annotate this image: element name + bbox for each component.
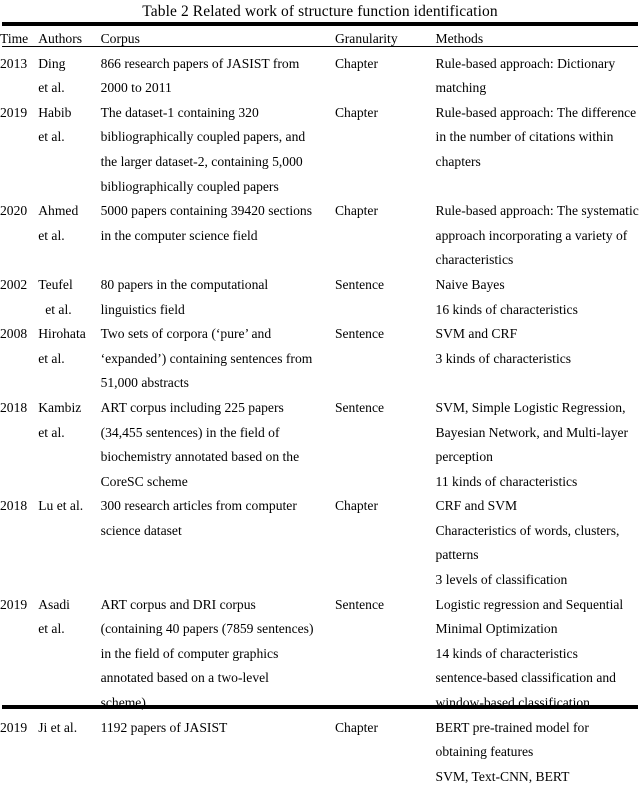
related-work-table <box>0 27 640 789</box>
cell-corpus-line: (containing 40 papers (7859 sentences) <box>100 621 314 637</box>
cell-methods-line: characteristics <box>435 252 514 268</box>
cell-time <box>0 52 38 101</box>
cell-methods-line: SVM and CRF <box>435 326 518 342</box>
cell-authors-line: Teufel <box>38 276 73 292</box>
cell-time-line: 2019 <box>0 719 28 735</box>
table-row <box>0 593 640 716</box>
cell-corpus-line: 80 papers in the computational <box>100 276 269 292</box>
cell-corpus <box>101 716 335 789</box>
cell-corpus-line: the larger dataset-2, containing 5,000 <box>100 153 303 169</box>
cell-corpus <box>101 593 335 716</box>
cell-time <box>0 199 38 273</box>
cell-corpus-line: biochemistry annotated based on the <box>100 449 300 465</box>
cell-corpus <box>101 273 335 322</box>
cell-granularity <box>335 494 436 592</box>
cell-granularity <box>335 52 436 101</box>
cell-granularity-line: Chapter <box>334 55 378 71</box>
cell-authors-line: Asadi <box>38 596 70 612</box>
cell-methods-line: 3 levels of classification <box>435 572 568 588</box>
cell-methods-line: window-based classification <box>435 695 590 711</box>
cell-authors-line: Ahmed <box>38 203 79 219</box>
cell-methods <box>436 273 640 322</box>
cell-methods-line: Minimal Optimization <box>435 621 558 637</box>
cell-time-line: 2019 <box>0 596 28 612</box>
cell-methods-line: BERT pre-trained model for <box>435 719 589 735</box>
cell-time-line: 2013 <box>0 55 28 71</box>
cell-granularity <box>335 396 436 494</box>
table-row <box>0 101 640 199</box>
cell-time <box>0 494 38 592</box>
cell-granularity-line: Chapter <box>334 203 378 219</box>
cell-authors <box>38 494 100 592</box>
cell-corpus-line: The dataset-1 containing 320 <box>100 104 259 120</box>
column-header-methods: Methods <box>435 31 484 46</box>
cell-corpus-line: annotated based on a two-level <box>100 670 269 686</box>
cell-corpus-line: Two sets of corpora (‘pure’ and <box>100 326 272 342</box>
cell-corpus-line: bibliographically coupled papers, and <box>100 129 306 145</box>
cell-authors-line: Ding <box>38 55 66 71</box>
cell-corpus-line: in the field of computer graphics <box>100 645 279 661</box>
cell-methods <box>436 593 640 716</box>
cell-authors-line: et al. <box>38 621 65 637</box>
cell-corpus-line: 1192 papers of JASIST <box>100 719 228 735</box>
cell-granularity-line: Chapter <box>334 719 378 735</box>
cell-time-line: 2018 <box>0 399 28 415</box>
cell-methods-line: Naive Bayes <box>435 276 505 292</box>
cell-corpus-line: ART corpus including 225 papers <box>100 399 284 415</box>
cell-methods-line: 14 kinds of characteristics <box>435 645 578 661</box>
cell-time-line: 2020 <box>0 203 28 219</box>
column-header-time: Time <box>0 31 29 46</box>
cell-authors <box>38 716 100 789</box>
table-row <box>0 322 640 396</box>
cell-methods-line: obtaining features <box>435 744 534 760</box>
cell-methods-line: Rule-based approach: The systematic <box>435 203 639 219</box>
cell-corpus-line: bibliographically coupled papers <box>100 178 279 194</box>
cell-authors-line: et al. <box>38 80 65 96</box>
cell-granularity <box>335 716 436 789</box>
cell-time <box>0 273 38 322</box>
cell-authors-line: et al. <box>45 301 72 317</box>
cell-granularity-line: Sentence <box>334 596 385 612</box>
table-row <box>0 396 640 494</box>
cell-methods-line: Characteristics of words, clusters, <box>435 522 620 538</box>
cell-authors-line: Kambiz <box>38 399 82 415</box>
cell-granularity-line: Chapter <box>334 498 378 514</box>
cell-methods <box>436 716 640 789</box>
table-row <box>0 716 640 789</box>
cell-granularity <box>335 322 436 396</box>
column-header-granularity: Granularity <box>334 31 398 46</box>
cell-authors <box>38 322 100 396</box>
cell-corpus-line: 866 research papers of JASIST from <box>100 55 300 71</box>
cell-time-line: 2019 <box>0 104 28 120</box>
cell-authors <box>38 273 100 322</box>
cell-methods <box>436 322 640 396</box>
cell-methods <box>436 396 640 494</box>
cell-methods-line: sentence-based classification and <box>435 670 616 686</box>
cell-corpus-line: 300 research articles from computer <box>100 498 297 514</box>
cell-authors <box>38 396 100 494</box>
cell-methods-line: chapters <box>435 153 481 169</box>
cell-authors-line: et al. <box>38 424 65 440</box>
cell-time-line: 2018 <box>0 498 28 514</box>
table-row <box>0 273 640 322</box>
cell-methods <box>436 52 640 101</box>
cell-authors <box>38 52 100 101</box>
cell-granularity-line: Sentence <box>334 326 385 342</box>
cell-corpus-line: 2000 to 2011 <box>100 80 172 96</box>
cell-time <box>0 101 38 199</box>
cell-corpus <box>101 52 335 101</box>
cell-corpus <box>101 101 335 199</box>
cell-authors-line: Habib <box>38 104 72 120</box>
table-row <box>0 494 640 592</box>
cell-authors-line: et al. <box>38 350 65 366</box>
cell-corpus-line: 5000 papers containing 39420 sections <box>100 203 312 219</box>
table-caption: Table 2 Related work of structure function identification <box>142 3 498 20</box>
cell-time <box>0 396 38 494</box>
cell-methods-line: patterns <box>435 547 479 563</box>
cell-authors-line: Ji et al. <box>38 719 78 735</box>
cell-methods-line: Logistic regression and Sequential <box>435 596 624 612</box>
cell-methods <box>436 199 640 273</box>
cell-methods-line: SVM, Simple Logistic Regression, <box>435 399 626 415</box>
cell-corpus-line: 51,000 abstracts <box>100 375 189 391</box>
cell-methods-line: approach incorporating a variety of <box>435 227 628 243</box>
cell-methods-line: Rule-based approach: The difference <box>435 104 637 120</box>
cell-authors-line: Hirohata <box>38 326 86 342</box>
cell-time <box>0 322 38 396</box>
table-row <box>0 52 640 101</box>
cell-time <box>0 716 38 789</box>
cell-methods-line: 3 kinds of characteristics <box>435 350 572 366</box>
cell-corpus-line: (34,455 sentences) in the field of <box>100 424 280 440</box>
cell-corpus-line: CoreSC scheme <box>100 473 188 489</box>
cell-granularity <box>335 273 436 322</box>
cell-time-line: 2002 <box>0 276 28 292</box>
cell-authors-line: Lu et al. <box>38 498 84 514</box>
cell-time <box>0 593 38 716</box>
cell-methods-line: 11 kinds of characteristics <box>435 473 578 489</box>
cell-time-line: 2008 <box>0 326 28 342</box>
cell-corpus-line: ‘expanded’) containing sentences from <box>100 350 313 366</box>
cell-granularity-line: Sentence <box>334 276 385 292</box>
cell-authors <box>38 593 100 716</box>
cell-authors <box>38 101 100 199</box>
cell-granularity <box>335 101 436 199</box>
table-body <box>0 52 640 789</box>
cell-corpus <box>101 199 335 273</box>
cell-granularity-line: Sentence <box>334 399 385 415</box>
cell-methods-line: CRF and SVM <box>435 498 518 514</box>
cell-corpus-line: science dataset <box>100 522 182 538</box>
cell-corpus-line: ART corpus and DRI corpus <box>100 596 256 612</box>
cell-methods-line: in the number of citations within <box>435 129 614 145</box>
cell-methods <box>436 494 640 592</box>
cell-methods-line: perception <box>435 449 493 465</box>
cell-authors <box>38 199 100 273</box>
cell-authors-line: et al. <box>38 129 65 145</box>
cell-granularity-line: Chapter <box>334 104 378 120</box>
column-header-authors: Authors <box>38 31 83 46</box>
cell-corpus <box>101 494 335 592</box>
cell-corpus <box>101 322 335 396</box>
table-row <box>0 199 640 273</box>
cell-corpus-line: linguistics field <box>100 301 185 317</box>
cell-methods-line: Bayesian Network, and Multi-layer <box>435 424 629 440</box>
cell-corpus <box>101 396 335 494</box>
cell-corpus-line: scheme) <box>100 695 146 711</box>
cell-methods <box>436 101 640 199</box>
table-top-rule <box>2 22 638 26</box>
cell-methods-line: 16 kinds of characteristics <box>435 301 578 317</box>
cell-methods-line: SVM, Text-CNN, BERT <box>435 768 570 784</box>
column-header-corpus: Corpus <box>100 31 140 46</box>
table-header-row <box>0 27 640 52</box>
cell-corpus-line: in the computer science field <box>100 227 258 243</box>
table-header <box>0 27 640 52</box>
cell-granularity <box>335 593 436 716</box>
cell-authors-line: et al. <box>38 227 65 243</box>
cell-methods-line: matching <box>435 80 487 96</box>
cell-granularity <box>335 199 436 273</box>
cell-methods-line: Rule-based approach: Dictionary <box>435 55 616 71</box>
